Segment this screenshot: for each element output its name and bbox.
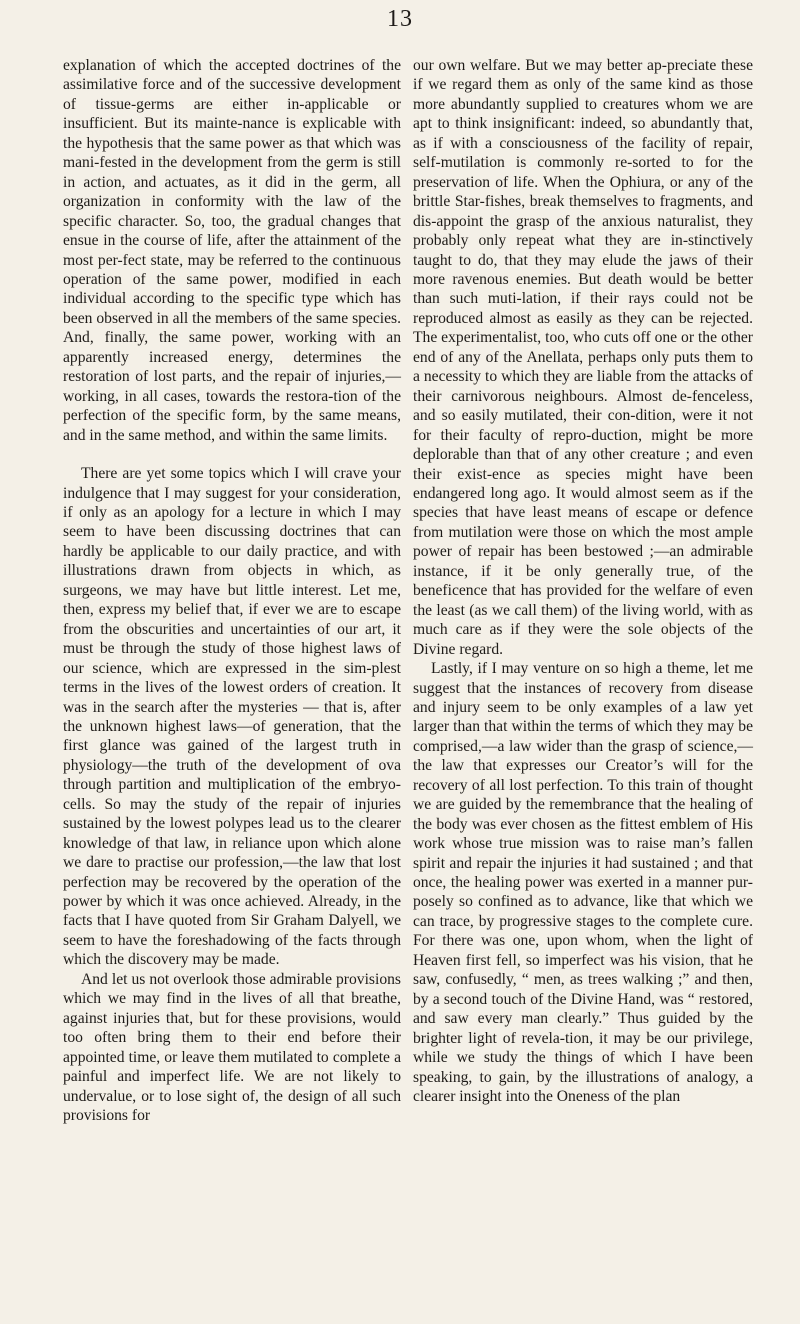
paragraph: explanation of which the accepted doctrines of the assimilative force and of the successive development of tissue-germs are either in-applicable or insufficient. But its mainte-nance is explicable with the hypothesis that the same power as that which was mani-fested in the development from the germ is still in action, and actuates, as it did in the germ, all organization in conformity with the law of the specific character. So, too, the gradual changes that ensue in the course of life, after the attainment of the most per-fect state, may be referred to the continuous operation of the same power, modified in each individual according to the specific type which has been observed in all the members of the same species. And, finally, the same power, working with an apparently increased energy, determines the restoration of lost parts, and the repair of injuries,—working, in all cases, towards the restora-tion of the perfection of the specific form, by the same means, and in the same method, and within the same limits. xyxy=(63,57,401,444)
left-column xyxy=(63,56,401,1125)
paragraph: There are yet some topics which I will crave your indulgence that I may suggest for your consideration, if only as an apology for a lecture in which I may seem to have been discussing doctrines that can hardly be applicable to our daily practice, and with illustrations drawn from objects in which, as surgeons, we may have but little interest. Let me, then, express my belief that, if ever we are to escape from the obscurities and uncertainties of our art, it must be through the study of those highest laws of our science, which are expressed in the sim-plest terms in the lives of the lowest orders of creation. It was in the search after the mysteries — that is, after the unknown highest laws—of generation, that the first glance was gained of the largest truth in physiology—the truth of the development of ova through partition and multiplication of the embryo-cells. So may the study of the repair of injuries sustained by the lowest polypes lead us to the clearer knowledge of that law, in reliance upon which alone we dare to practise our profession,—the law that lost perfection may be recovered by the operation of the power by which it was once achieved. Already, in the facts that I have quoted from Sir Graham Dalyell, we seem to have the foreshadowing of the facts through which the discovery may be made. xyxy=(63,465,401,969)
paragraph: our own welfare. But we may better ap-preciate these if we regard them as only of the same kind as those more abundantly supplied to creatures whom we are apt to think insignificant: indeed, so abundantly that, as if with a consciousness of the facility of repair, self-mutilation is commonly re-sorted to for the preservation of life. When the Ophiura, or any of the brittle Star-fishes, break themselves to fragments, and dis-appoint the grasp of the anxious naturalist, they probably only repeat what they are in-stinctively taught to do, that they may elude the jaws of their more ravenous enemies. But death would be better than such muti-lation, if their rays could not be reproduced almost as easily as they can be rejected. The experimentalist, too, who cuts off one or the other end of any of the Anellata, perhaps only puts them to a necessity to which they are liable from the attacks of their carnivorous neighbours. Almost de-fenceless, and so easily mutilated, their con-dition, were it not for their faculty of repro-duction, might be more deplorable than that of any other creature ; and even their exist-ence as species might have been endangered long ago. It would almost seem as if the species that have least means of escape or defence from mutilation were those on which the most ample power of repair has been bestowed ;—an admirable instance, if it be only generally true, of the beneficence that has provided for the welfare of even the least (as we call them) of the living world, with as much care as if they were the sole objects of the Divine regard. xyxy=(413,57,753,658)
page-number: 13 xyxy=(387,6,413,32)
paragraph: And let us not overlook those admirable provisions which we may find in the lives of all that breathe, against injuries that, but for these provisions, would too often bring them to their end before their appointed time, or leave them mutilated to complete a painful and imperfect life. We are not likely to undervalue, or to lose sight of, the design of all such provisions for xyxy=(63,970,401,1125)
paragraph: Lastly, if I may venture on so high a theme, let me suggest that the instances of recovery from disease and injury seem to be only examples of a law yet larger than that within the terms of which they may be comprised,—a law wider than the grasp of science,—the law that expresses our Creator’s will for the recovery of all lost perfection. To this train of thought we are guided by the remembrance that the healing of the body was ever chosen as the fittest emblem of His work whose true mission was to raise man’s fallen spirit and repair the injuries it had sustained ; and that once, the healing power was exerted in a manner pur-posely so confined as to advance, like that which we can trace, by progressive stages to the complete cure. For there was one, upon whom, when the light of Heaven first fell, so imperfect was his vision, that he saw, confusedly, “ men, as trees walking ;” and then, by a second touch of the Divine Hand, was “ restored, and saw every man clearly.” Thus guided by the brighter light of revela-tion, it may be our privilege, while we study the things of which I have been speaking, to gain, by the illustrations of analogy, a clearer insight into the Oneness of the plan xyxy=(413,660,753,1106)
right-column xyxy=(413,56,753,1106)
